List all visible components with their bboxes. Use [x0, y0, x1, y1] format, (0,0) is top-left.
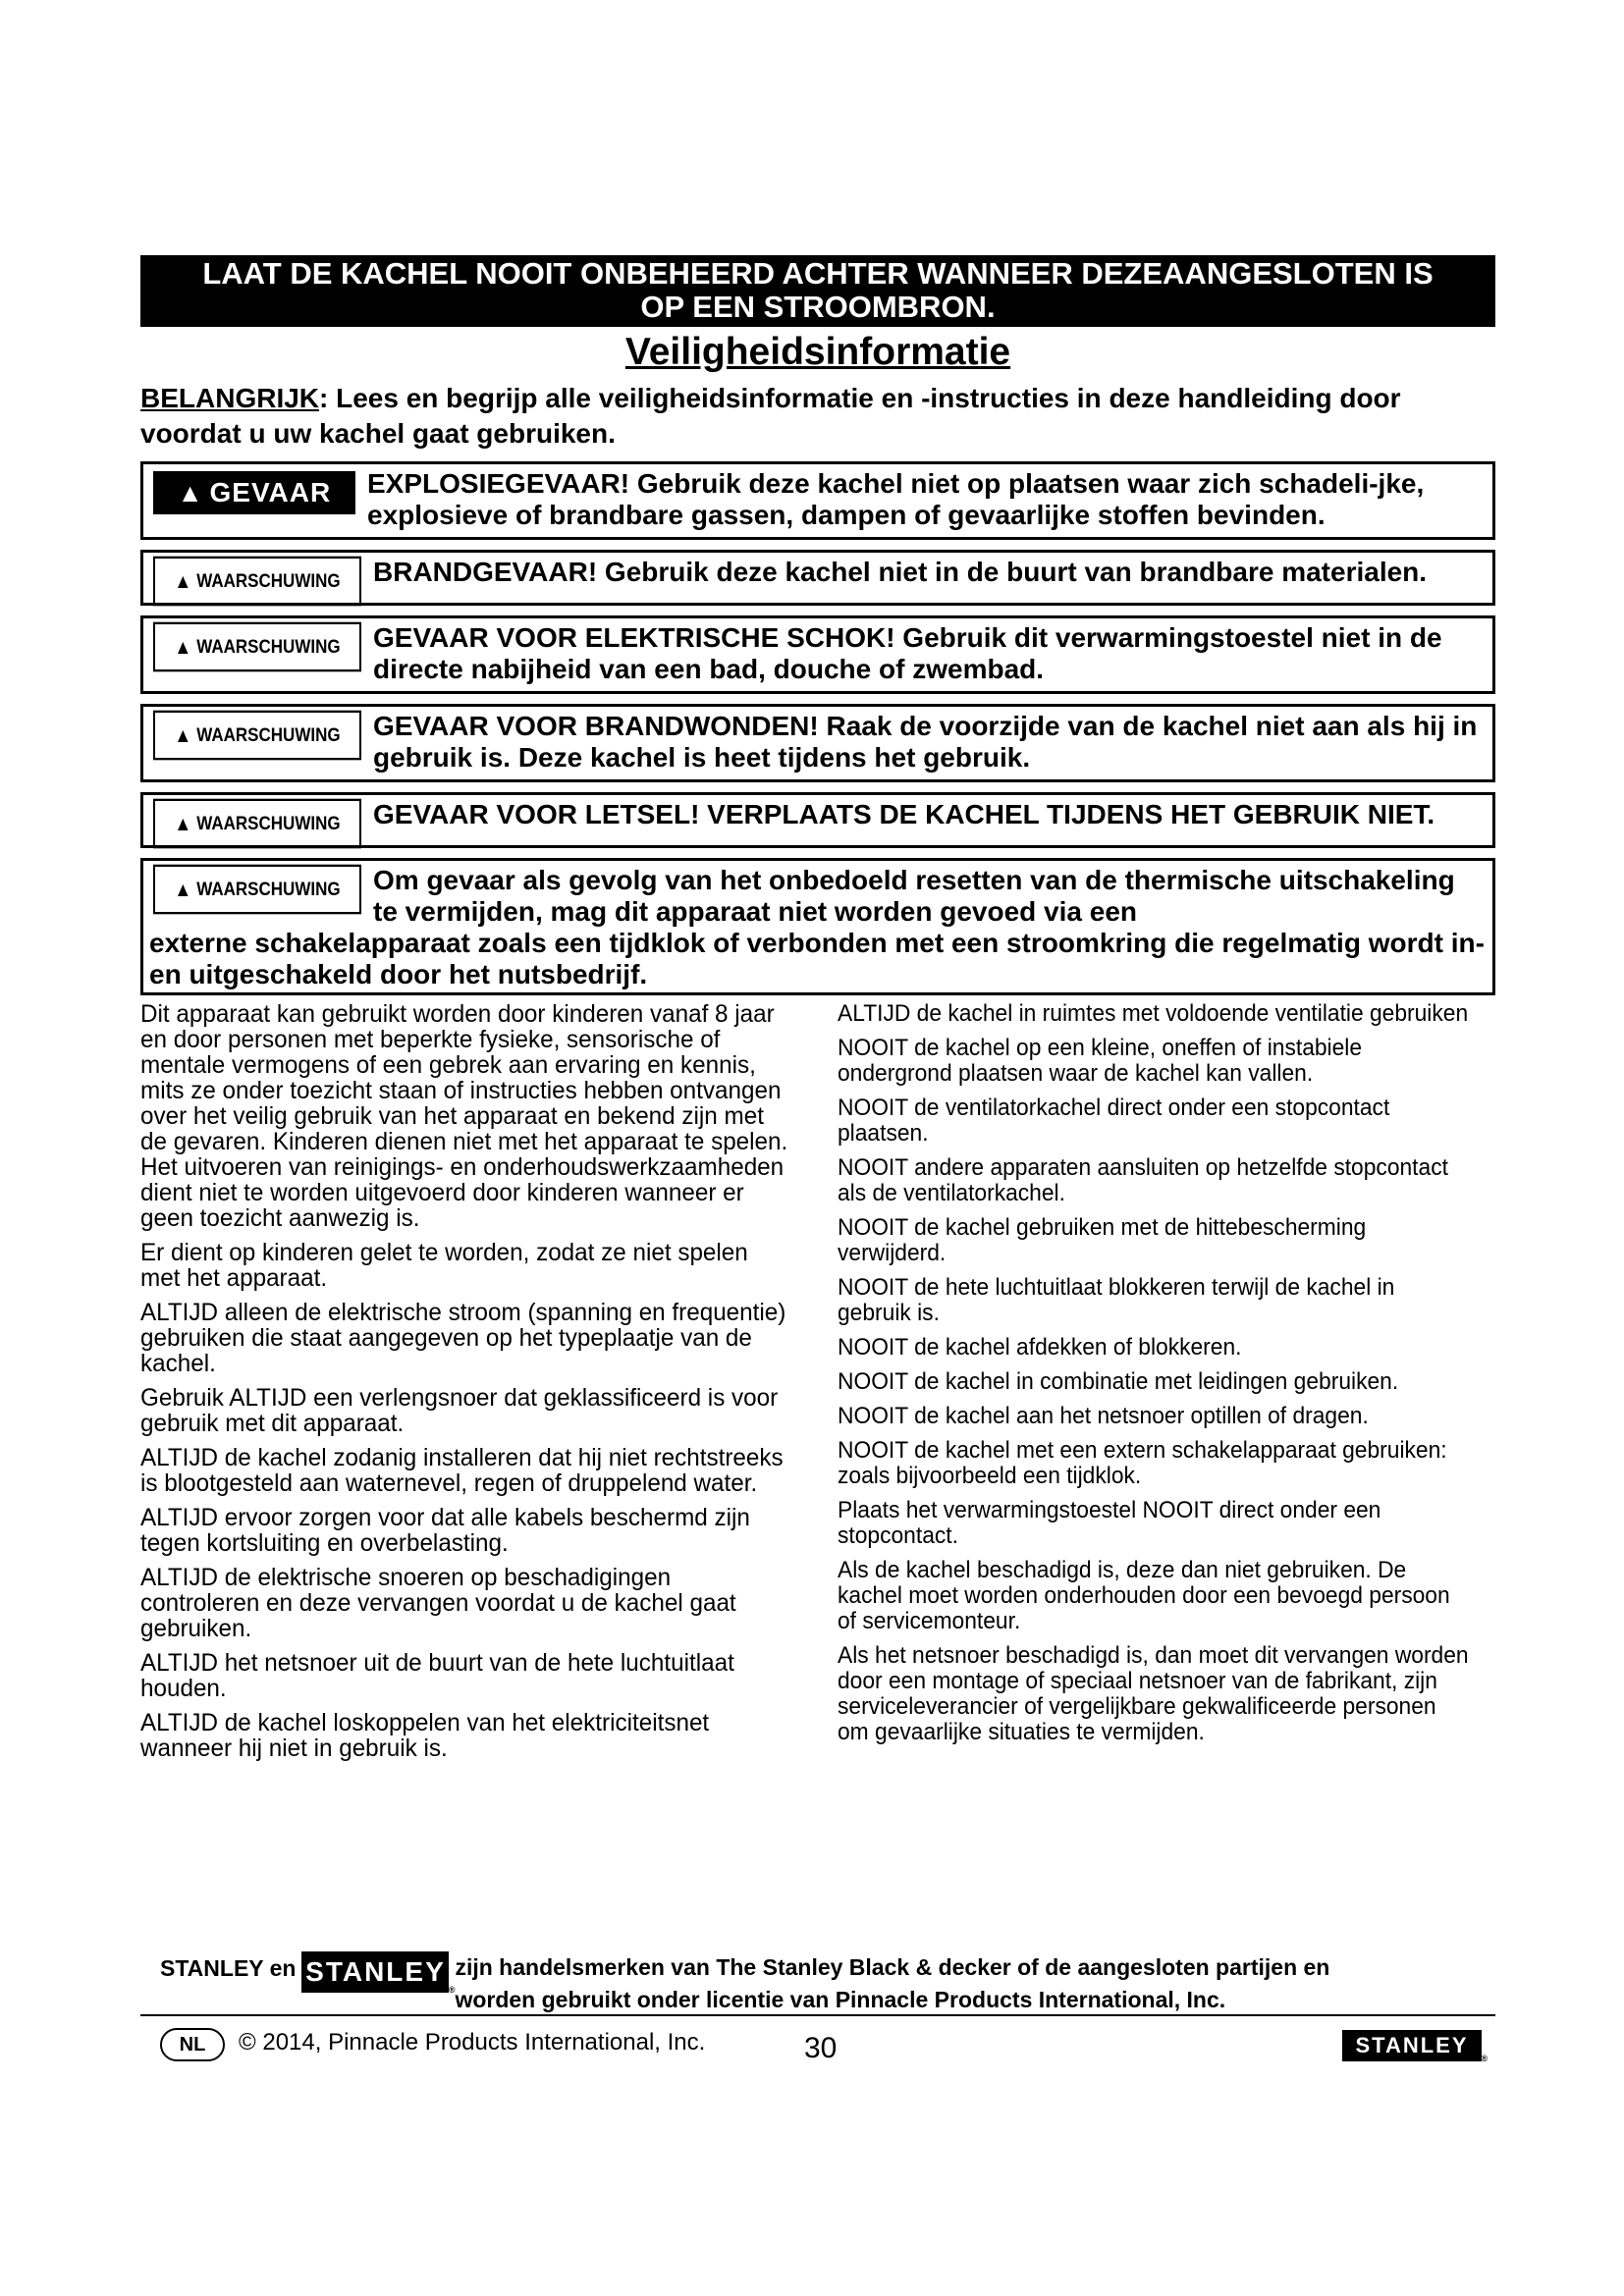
intro-paragraph — [140, 381, 1495, 452]
paragraph: ALTIJD ervoor zorgen voor dat alle kabels beschermd zijn tegen kortsluiting en overbelasting. — [140, 1504, 750, 1557]
warning-triangle-icon: ▲ — [174, 634, 192, 658]
paragraph: ALTIJD de elektrische snoeren op beschadigingen controleren en deze vervangen voordat u de kachel gaat gebruiken. — [140, 1564, 736, 1642]
paragraph: Als de kachel beschadigd is, deze dan niet gebruiken. De kachel moet worden onderhouden door een bevoegd persoon of servicemonteur. — [838, 1557, 1450, 1634]
left-column — [140, 1001, 788, 1770]
warning-badge — [153, 557, 361, 607]
page-number: 30 — [804, 2032, 838, 2064]
danger-badge — [153, 471, 355, 514]
registered-icon: ® — [1481, 2054, 1489, 2063]
paragraph: NOOIT de kachel op een kleine, oneffen of instabiele ondergrond plaatsen waar de kachel kan vallen. — [838, 1035, 1363, 1087]
paragraph: ALTIJD de kachel zodanig installeren dat hij niet rechtstreeks is blootgesteld aan waternevel, regen of druppelend water. — [140, 1444, 784, 1497]
warning-text: BRANDGEVAAR! Gebruik deze kachel niet in de buurt van brandbare materialen. — [373, 557, 1428, 587]
warning-triangle-icon: ▲ — [174, 877, 192, 900]
right-column — [838, 1001, 1472, 1770]
warning-text: GEVAAR VOOR ELEKTRISCHE SCHOK! Gebruik dit verwarmingstoestel niet in de directe nabijheid van een bad, douche of zwembad. — [373, 622, 1442, 684]
warning-box-fire — [140, 550, 1495, 606]
paragraph: NOOIT de kachel aan het netsnoer optillen of dragen. — [838, 1403, 1369, 1429]
paragraph: NOOIT andere apparaten aansluiten op hetzelfde stopcontact als de ventilatorkachel. — [838, 1154, 1448, 1206]
badge-label: WAARSCHUWING — [196, 878, 341, 900]
registered-icon: ® — [448, 1985, 458, 1995]
stanley-footer-logo — [1342, 2030, 1489, 2063]
footer-divider — [140, 2014, 1495, 2016]
trademark-text — [455, 1951, 1329, 2016]
logo-text: STANLEY — [1355, 2033, 1469, 2057]
warning-text: GEVAAR VOOR LETSEL! VERPLAATS DE KACHEL TIJDENS HET GEBRUIK NIET. — [373, 799, 1435, 829]
warning-text: GEVAAR VOOR BRANDWONDEN! Raak de voorzijde van de kachel niet aan als hij in gebruik is. Deze kachel is heet tijdens het gebruik. — [373, 711, 1478, 773]
warning-badge — [153, 799, 361, 849]
warning-box-thermal-reset — [140, 858, 1495, 995]
warning-text-continuation: externe schakelapparaat zoals een tijdklok of verbonden met een stroomkring die regelmatig wordt in- en uitgeschakeld door het nutsbedrijf. — [149, 928, 1485, 989]
warning-badge — [153, 865, 361, 915]
paragraph: Er dient op kinderen gelet te worden, zodat ze niet spelen met het apparaat. — [140, 1239, 748, 1292]
paragraph: ALTIJD alleen de elektrische stroom (spanning en frequentie) gebruiken die staat aangegeven op het typeplaatje van de kachel. — [140, 1299, 786, 1377]
paragraph: Plaats het verwarmingstoestel NOOIT direct onder een stopcontact. — [838, 1497, 1381, 1549]
badge-label: GEVAAR — [209, 477, 332, 507]
copyright: © 2014, Pinnacle Products International, Inc. — [239, 2029, 706, 2056]
intro-text: : Lees en begrijp alle veiligheidsinformatie en -instructies in deze handleiding door voordat u uw kachel gaat gebruiken. — [140, 383, 1401, 449]
paragraph: Gebruik ALTIJD een verlengsnoer dat geklassificeerd is voor gebruik met dit apparaat. — [140, 1384, 779, 1437]
warning-triangle-icon: ▲ — [174, 811, 192, 834]
warning-triangle-icon: ▲ — [174, 722, 192, 746]
paragraph: NOOIT de ventilatorkachel direct onder een stopcontact plaatsen. — [838, 1095, 1390, 1147]
paragraph: ALTIJD het netsnoer uit de buurt van de hete luchtuitlaat houden. — [140, 1649, 734, 1702]
trademark-line-2: worden gebruikt onder licentie van Pinnacle Products International, Inc. — [455, 1987, 1226, 2012]
warning-box-explosion — [140, 461, 1495, 540]
badge-label: WAARSCHUWING — [196, 569, 341, 592]
warning-badge — [153, 711, 361, 761]
paragraph: NOOIT de kachel met een extern schakelapparaat gebruiken: zoals bijvoorbeeld een tijdklok. — [838, 1437, 1447, 1489]
paragraph: NOOIT de hete luchtuitlaat blokkeren terwijl de kachel in gebruik is. — [838, 1274, 1395, 1326]
warning-box-electric-shock — [140, 615, 1495, 694]
trademark-line-1: zijn handelsmerken van The Stanley Black & decker of de aangesloten partijen en — [455, 1954, 1330, 1980]
section-title: Veiligheidsinformatie — [624, 331, 1011, 373]
badge-label: WAARSCHUWING — [196, 635, 341, 658]
banner-line-1: LAAT DE KACHEL NOOIT ONBEHEERD ACHTER WANNEER DEZEAANGESLOTEN IS — [202, 256, 1434, 291]
warning-badge — [153, 622, 361, 672]
instruction-columns — [140, 1001, 1495, 1770]
page-footer — [160, 2026, 1495, 2065]
stanley-logo — [301, 1951, 458, 1995]
trademark-notice — [160, 1951, 1495, 2016]
paragraph: ALTIJD de kachel in ruimtes met voldoende ventilatie gebruiken — [838, 1000, 1469, 1027]
warning-text: Om gevaar als gevolg van het onbedoeld resetten van de thermische uitschakeling te vermijden, mag dit apparaat niet worden gevoed via een — [373, 865, 1455, 927]
intro-label: BELANGRIJK — [140, 383, 320, 413]
manual-page — [140, 255, 1495, 1770]
warning-box-injury — [140, 792, 1495, 848]
banner-line-2: OP EEN STROOMBRON. — [640, 290, 996, 324]
badge-label: WAARSCHUWING — [196, 812, 341, 834]
warning-box-burns — [140, 704, 1495, 782]
paragraph: Als het netsnoer beschadigd is, dan moet dit vervangen worden door een montage of speciaal netsnoer van de fabrikant, zijn serviceleverancier of vergelijkbare gekwalificeerde personen om gevaarlijke situaties te vermijden. — [838, 1642, 1469, 1745]
top-warning-banner — [140, 255, 1495, 327]
paragraph: NOOIT de kachel gebruiken met de hittebescherming verwijderd. — [838, 1214, 1367, 1266]
warning-triangle-icon: ▲ — [174, 568, 192, 592]
language-badge: NL — [160, 2028, 225, 2061]
paragraph: NOOIT de kachel in combinatie met leidingen gebruiken. — [838, 1368, 1399, 1395]
warning-triangle-icon: ▲ — [177, 477, 204, 507]
paragraph: Dit apparaat kan gebruikt worden door kinderen vanaf 8 jaar en door personen met beperkte fysieke, sensorische of mentale vermogens of een gebrek aan ervaring en kennis, mits ze onder toezicht staan of instructies hebben ontvangen over het veilig gebruik van het apparaat en bekend zijn met de gevaren. Kinderen dienen niet met het apparaat te spelen. Het uitvoeren van reinigings- en onderhoudswerkzaamheden dient niet te worden uitgevoerd door kinderen wanneer er geen toezicht aanwezig is. — [140, 1000, 788, 1232]
warning-text: EXPLOSIEGEVAAR! Gebruik deze kachel niet op plaatsen waar zich schadeli-jke, explosieve of brandbare gassen, dampen of gevaarlijke stoffen bevinden. — [367, 468, 1425, 530]
logo-text: STANLEY — [305, 1956, 446, 1987]
badge-label: WAARSCHUWING — [196, 723, 341, 746]
paragraph: ALTIJD de kachel loskoppelen van het elektriciteitsnet wanneer hij niet in gebruik is. — [140, 1709, 710, 1762]
trademark-lead: STANLEY en — [160, 1955, 297, 1981]
paragraph: NOOIT de kachel afdekken of blokkeren. — [838, 1334, 1242, 1361]
